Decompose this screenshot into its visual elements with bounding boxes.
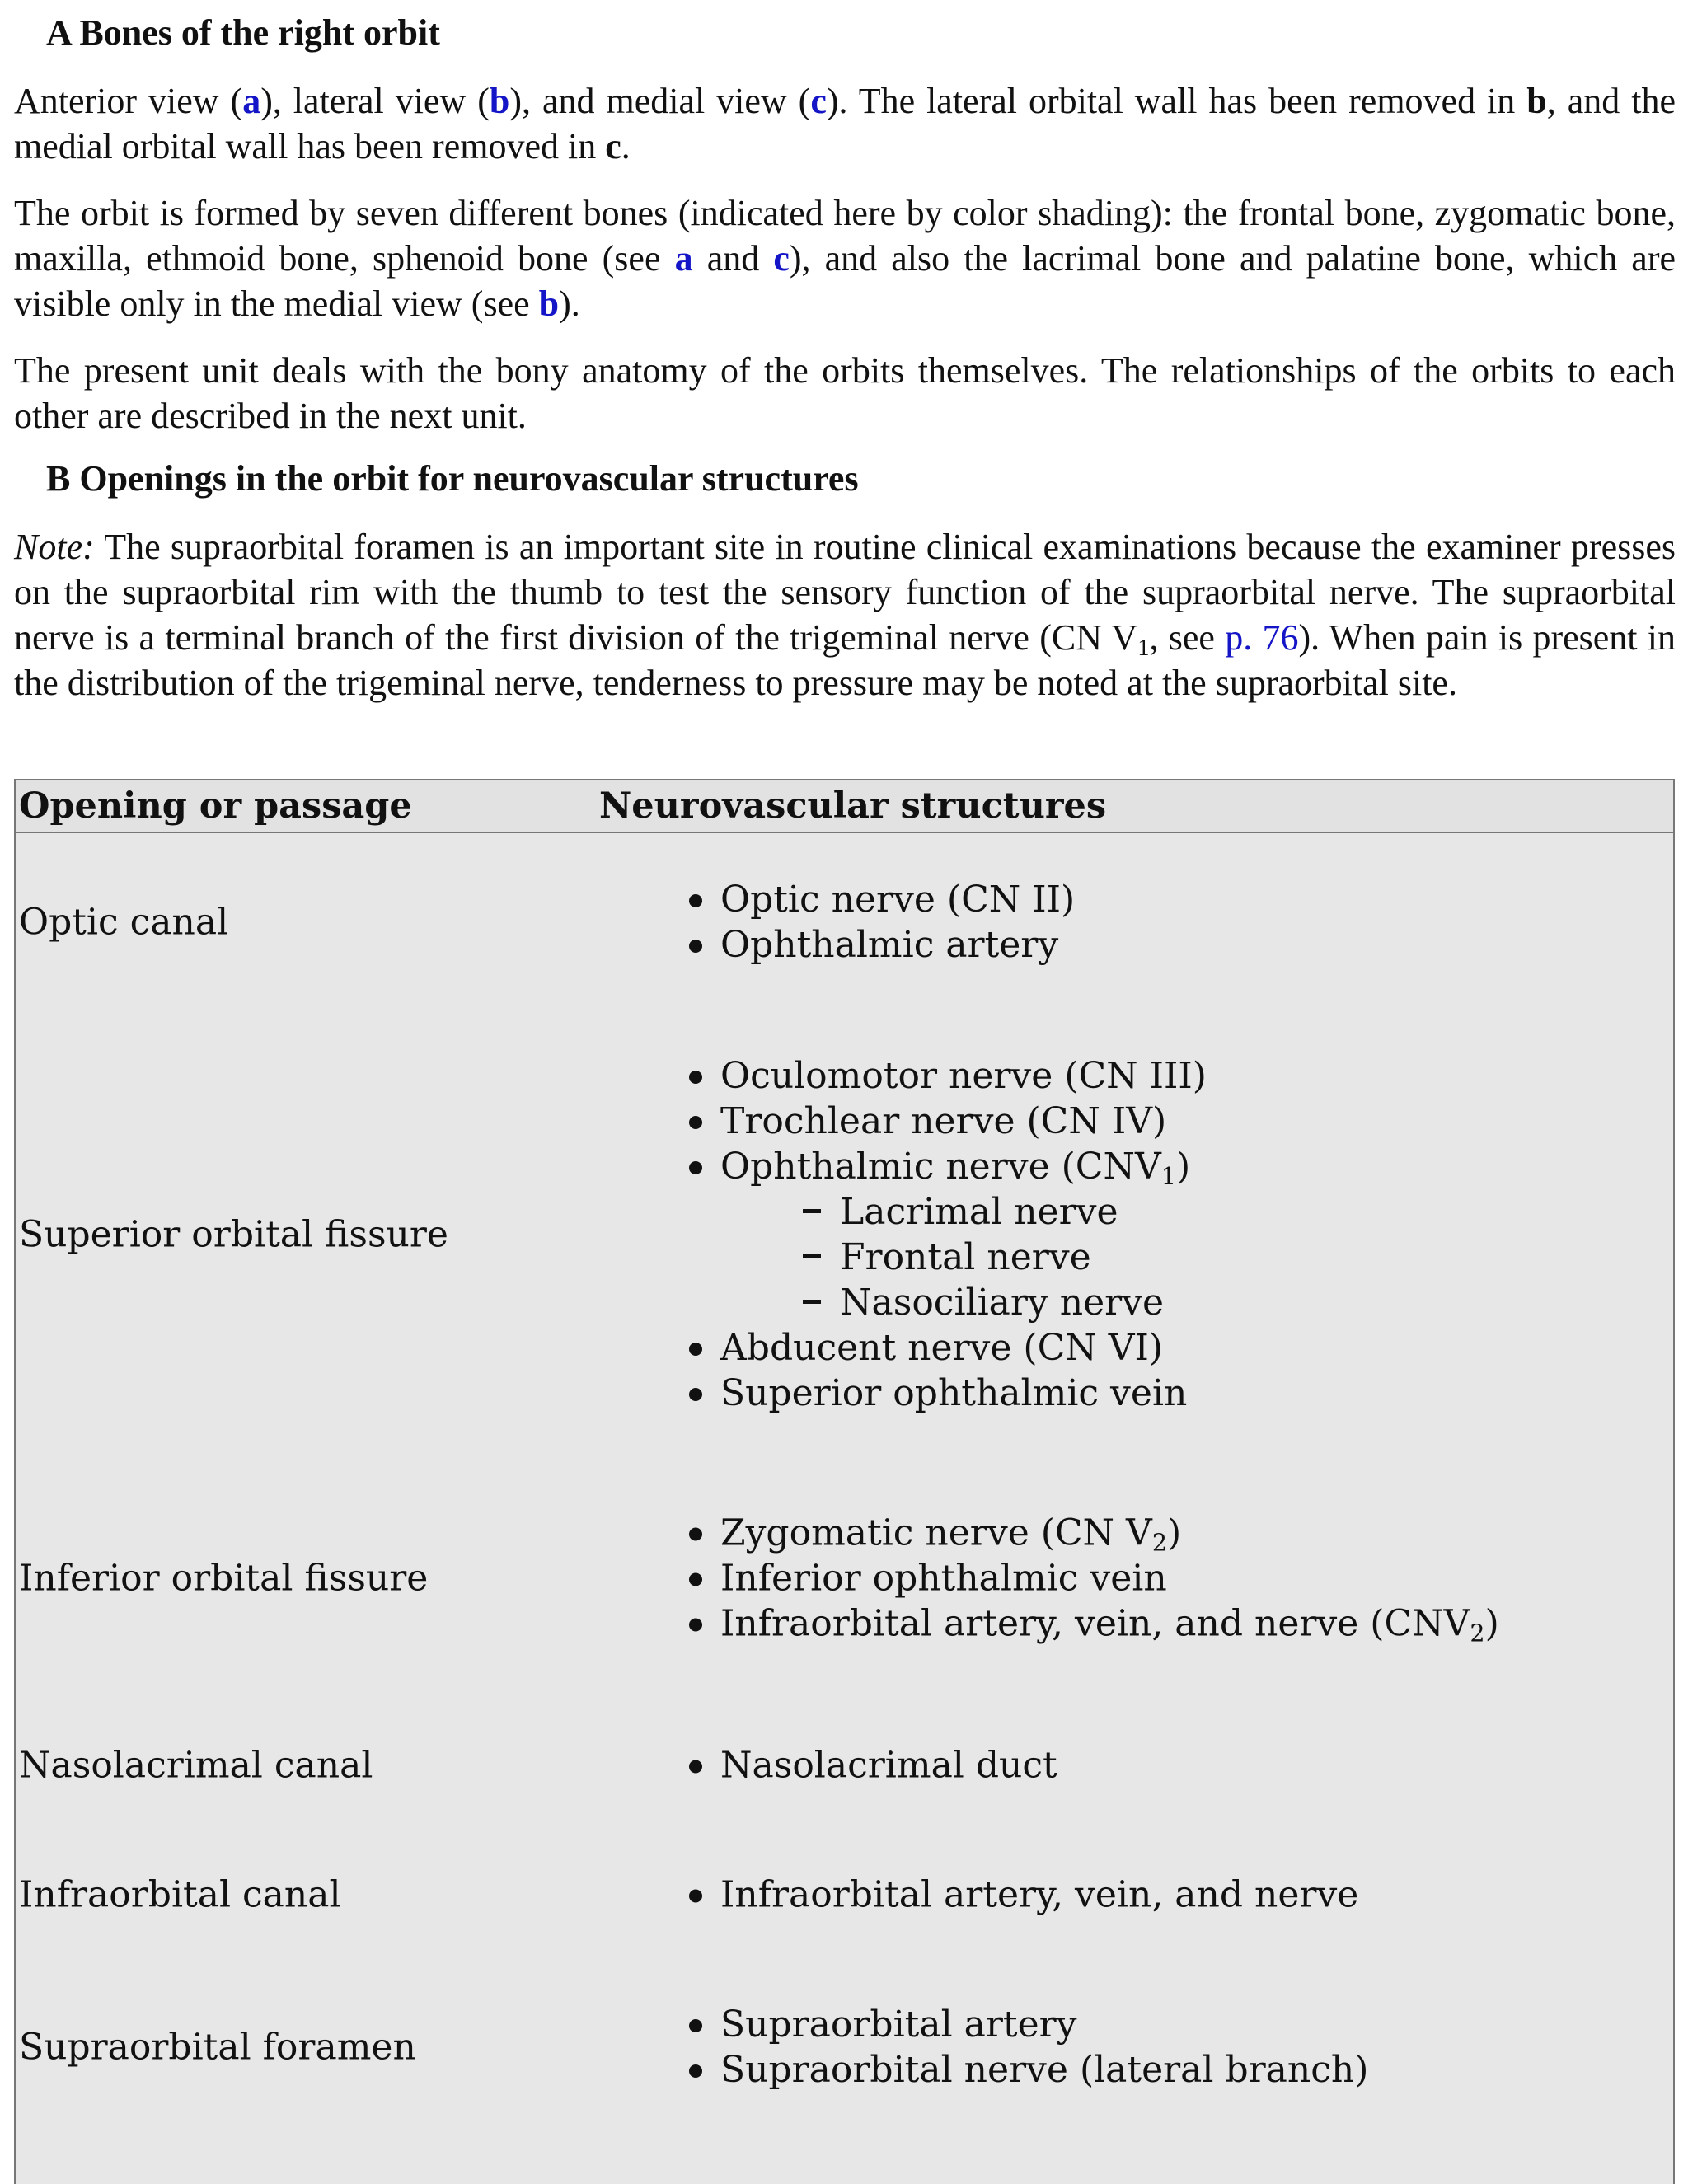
figure-ref-b[interactable]: b xyxy=(538,284,560,324)
section-a-paragraph-2: The orbit is formed by seven different bones (indicated here by color shading): the frontal bone, zygomatic bone, maxilla, ethmoid bone, sphenoid bone (see a and c), and also the lacrimal bone and palatine bone, which are visible only in the medial view (see b). xyxy=(14,193,1676,324)
structure-list xyxy=(16,2002,1368,2093)
structure-item: Trochlear nerve (CN IV) xyxy=(16,1099,1207,1144)
opening-name: Infraorbital canal xyxy=(19,1873,341,1916)
column-header-opening: Opening or passage xyxy=(19,785,412,827)
structure-item: Ophthalmic nerve $(CNV_1)$ xyxy=(16,1144,1207,1189)
section-a-paragraph-3: The present unit deals with the bony anatomy of the orbits themselves. The relationships of the orbits to each other are described in the next unit. xyxy=(14,350,1676,436)
figure-ref-c[interactable]: c xyxy=(773,238,790,279)
opening-name: Supraorbital foramen xyxy=(19,2026,416,2069)
structure-list xyxy=(16,1053,1207,1416)
section-b-title: B Openings in the orbit for neurovascular structures xyxy=(46,458,859,499)
structure-list xyxy=(16,1872,1358,1918)
structure-list xyxy=(16,1743,1057,1788)
structure-item: Zygomatic nerve (CN $V_2$) xyxy=(16,1511,1499,1556)
section-a-title: A Bones of the right orbit xyxy=(46,12,440,53)
figure-ref-b[interactable]: b xyxy=(489,81,510,121)
figure-ref-c[interactable]: c xyxy=(810,81,827,121)
section-b-note: Note: The supraorbital foramen is an important site in routine clinical examinations because the examiner presses on the supraorbital rim with the thumb to test the sensory function of the supraorbital nerve. The supraorbital nerve is a terminal branch of the first division of the trigeminal nerve (CN $V_1$, see p. 76). When pain is present in the distribution of the trigeminal nerve, tenderness to pressure may be noted at the supraorbital site. xyxy=(14,527,1676,703)
structure-list xyxy=(16,1511,1499,1647)
structure-item: Superior ophthalmic vein xyxy=(16,1371,1207,1416)
structure-item: Oculomotor nerve (CN III) xyxy=(16,1053,1207,1099)
structure-item: Optic nerve (CN II) xyxy=(16,877,1075,922)
structure-item: Supraorbital artery xyxy=(16,2002,1368,2047)
structure-item: Abducent nerve (CN VI) xyxy=(16,1325,1207,1371)
opening-name: Optic canal xyxy=(19,901,229,944)
structure-subitem: Lacrimal nerve xyxy=(16,1189,1207,1235)
structure-item: Inferior ophthalmic vein xyxy=(16,1556,1499,1601)
table-header xyxy=(16,780,1673,833)
column-header-structures: Neurovascular structures xyxy=(599,785,1107,827)
structure-item: Ophthalmic artery xyxy=(16,922,1075,968)
opening-name: Superior orbital fissure xyxy=(19,1213,448,1256)
structure-item: Nasolacrimal duct xyxy=(16,1743,1057,1788)
note-label: Note: xyxy=(14,527,95,567)
opening-name: Nasolacrimal canal xyxy=(19,1744,373,1787)
openings-table xyxy=(14,779,1675,2184)
opening-name: Inferior orbital fissure xyxy=(19,1557,429,1600)
structure-subitem: Frontal nerve xyxy=(16,1235,1207,1280)
page-link[interactable]: p. 76 xyxy=(1225,617,1299,658)
structure-item: Infraorbital artery, vein, and nerve $(CNV_2)$ xyxy=(16,1601,1499,1647)
structure-list xyxy=(16,877,1075,968)
structure-item: Supraorbital nerve (lateral branch) xyxy=(16,2047,1368,2093)
figure-ref-a[interactable]: a xyxy=(674,238,693,279)
figure-ref-a[interactable]: a xyxy=(242,81,261,121)
structure-subitem: Nasociliary nerve xyxy=(16,1280,1207,1325)
structure-item: Infraorbital artery, vein, and nerve xyxy=(16,1872,1358,1918)
section-a-paragraph-1: Anterior view (a), lateral view (b), and medial view (c). The lateral orbital wall has been removed in b, and the medial orbital wall has been removed in c. xyxy=(14,81,1676,166)
